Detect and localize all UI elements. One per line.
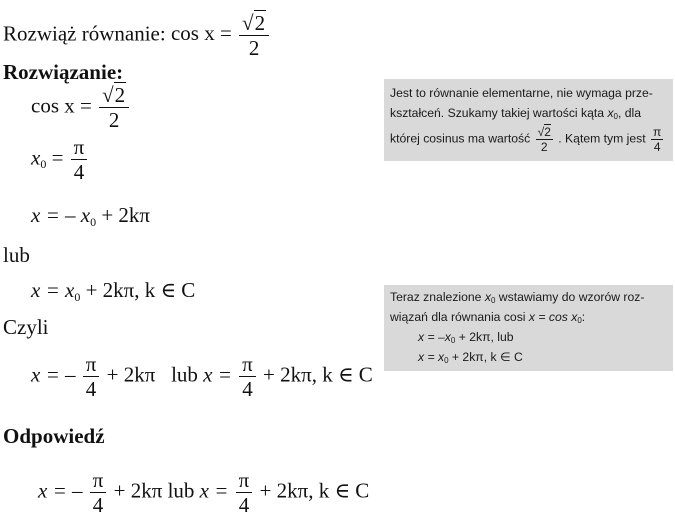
note2-f1b: + 2kπ, lub bbox=[455, 330, 514, 344]
note1-line3 bbox=[390, 125, 667, 154]
answer-heading: Odpowiedź bbox=[3, 424, 105, 448]
note1-line2a: kształceń. Szukamy takiej wartości kąta bbox=[390, 106, 605, 120]
note1-sub: 0 bbox=[613, 112, 618, 121]
line1-lhs: cos x = bbox=[31, 93, 92, 118]
answer-num2: π bbox=[236, 469, 253, 493]
answer-den2: 4 bbox=[238, 493, 250, 517]
line5-fraction2 bbox=[239, 353, 256, 400]
note1-line1: Jest to równanie elementarne, nie wymaga prze- bbox=[390, 86, 653, 100]
line5-part4: + 2kπ, k ∈ C bbox=[263, 362, 373, 387]
line2-var: x bbox=[31, 145, 41, 170]
note2-line2-sub: 0 bbox=[577, 316, 582, 325]
answer-num1: π bbox=[90, 469, 107, 493]
note1-pi-den: 4 bbox=[653, 140, 661, 154]
note1-sqrt-fraction: $\frac{√2}{2}$ bbox=[537, 125, 551, 154]
note1-var: x bbox=[607, 106, 614, 120]
note1-frac-num: 2 bbox=[544, 125, 551, 139]
task-label: Rozwiąż równanie: bbox=[3, 21, 166, 46]
line5-den2: 4 bbox=[242, 377, 253, 402]
line1-denominator: 2 bbox=[108, 108, 120, 133]
line4-text: x = x bbox=[31, 278, 75, 302]
answer-lub: lub bbox=[167, 478, 195, 503]
note2-sub: 0 bbox=[490, 296, 496, 305]
answer-line bbox=[38, 469, 369, 516]
answer-den1: 4 bbox=[92, 493, 104, 517]
answer-part3: x = bbox=[199, 478, 229, 503]
line5-num2: π bbox=[239, 353, 256, 377]
note2-f2a: x = x bbox=[418, 350, 445, 364]
line5-fraction1 bbox=[83, 353, 100, 400]
answer-fraction1 bbox=[90, 469, 107, 516]
solution-line-neg bbox=[31, 203, 150, 228]
line5-num1: π bbox=[83, 353, 100, 377]
line2-den: 4 bbox=[73, 160, 85, 185]
answer-part4: + 2kπ, k ∈ C bbox=[259, 478, 370, 503]
line1-sqrt-value: 2 bbox=[114, 83, 126, 107]
line2-fraction bbox=[71, 136, 88, 183]
note2-line1a: Teraz znalezione bbox=[390, 290, 482, 304]
note2-line1b: wstawiamy do wzorów roz- bbox=[498, 290, 645, 304]
line5-part2: + 2kπ bbox=[106, 362, 156, 387]
line2-eq: = bbox=[51, 145, 64, 170]
note2-formula2 bbox=[390, 348, 667, 368]
note1-frac-den: 2 bbox=[540, 140, 548, 154]
note2-line1 bbox=[390, 288, 667, 308]
line5-den1: 4 bbox=[85, 377, 97, 402]
line5-part1: x = – bbox=[31, 362, 76, 387]
task-denominator: 2 bbox=[248, 36, 260, 61]
line3-rest: + 2kπ bbox=[96, 203, 151, 227]
answer-part1: x = – bbox=[38, 478, 83, 503]
answer-part2: + 2kπ bbox=[113, 478, 163, 503]
note2-line2 bbox=[390, 308, 667, 328]
note2-var: x bbox=[484, 290, 491, 304]
note-box-2 bbox=[384, 285, 673, 371]
note2-f2b: + 2kπ, k ∈ C bbox=[448, 350, 523, 364]
line5-part3: x = bbox=[203, 362, 232, 387]
line3-sub: 0 bbox=[90, 215, 97, 229]
note2-f1-sub: 0 bbox=[450, 336, 456, 345]
solution-heading: Rozwiązanie: bbox=[3, 60, 124, 84]
solution-line-final bbox=[31, 353, 373, 400]
solution-line-cos bbox=[31, 84, 131, 131]
note1-line2 bbox=[390, 103, 667, 125]
line5-lub: lub bbox=[171, 362, 198, 387]
note-box-1 bbox=[384, 79, 673, 161]
note1-line3b: . Kątem tym jest bbox=[558, 131, 646, 146]
task-sqrt-value: 2 bbox=[254, 11, 266, 35]
note1-line2b: , dla bbox=[617, 106, 642, 120]
line1-fraction: $\frac{√2}{2}$ bbox=[99, 84, 129, 131]
note2-f1a: x = –x bbox=[418, 330, 451, 344]
task-line bbox=[3, 12, 271, 59]
task-lhs: cos x = bbox=[170, 21, 232, 46]
note1-line3a: której cosinus ma wartość bbox=[390, 131, 531, 146]
note1-pi-num: π bbox=[653, 125, 662, 139]
solution-line-pos bbox=[31, 278, 195, 303]
note2-line2c: : bbox=[581, 310, 586, 324]
note1-pi-fraction bbox=[651, 125, 663, 154]
note2-f2-sub: 0 bbox=[444, 356, 449, 365]
task-fraction: $\frac{√2}{2}$ bbox=[239, 12, 269, 59]
line4-sub: 0 bbox=[74, 290, 81, 304]
line4-rest: + 2kπ, k ∈ C bbox=[80, 278, 196, 302]
note2-line2a: wiązań dla równania cosi bbox=[390, 310, 526, 324]
solution-line-x0 bbox=[31, 136, 89, 183]
line3-text: x = – x bbox=[31, 203, 91, 227]
line2-num: π bbox=[71, 136, 88, 160]
task-equation bbox=[170, 11, 271, 61]
note2-formula1 bbox=[390, 328, 667, 348]
answer-fraction2 bbox=[236, 469, 253, 516]
so-word: Czyli bbox=[3, 315, 49, 339]
line2-sub: 0 bbox=[40, 157, 47, 172]
note2-line2b: x = cos x bbox=[528, 310, 578, 324]
or-word: lub bbox=[3, 243, 30, 267]
